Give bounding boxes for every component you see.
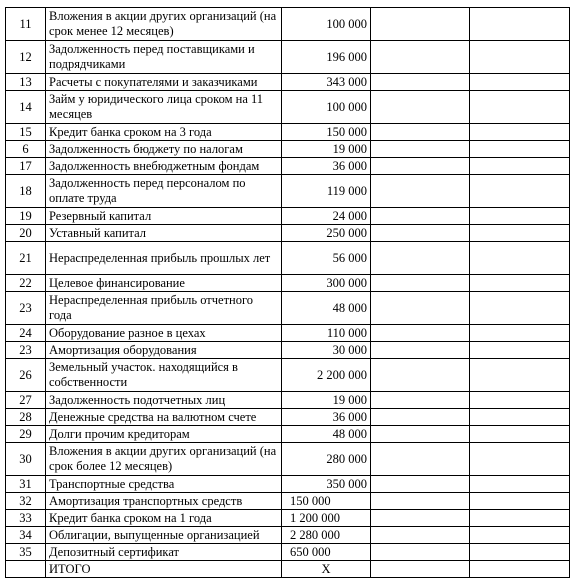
account-name-cell: Амортизация транспортных средств <box>46 493 282 510</box>
amount-cell: 250 000 <box>282 225 371 242</box>
empty-cell <box>371 124 470 141</box>
amount-cell: 150 000 <box>282 124 371 141</box>
table-row <box>6 443 570 476</box>
amount-cell: 343 000 <box>282 74 371 91</box>
empty-cell <box>470 208 570 225</box>
empty-cell <box>371 91 470 124</box>
empty-cell <box>470 544 570 561</box>
table-row <box>6 292 570 325</box>
amount-cell: 56 000 <box>282 242 371 275</box>
amount-cell: 150 000 <box>282 493 371 510</box>
empty-cell <box>371 8 470 41</box>
empty-cell <box>470 493 570 510</box>
row-number-cell: 23 <box>6 342 46 359</box>
account-name-cell: Депозитный сертификат <box>46 544 282 561</box>
amount-cell: 1 200 000 <box>282 510 371 527</box>
row-number-cell: 29 <box>6 426 46 443</box>
amount-cell: 650 000 <box>282 544 371 561</box>
amount-cell: 300 000 <box>282 275 371 292</box>
accounts-table <box>5 7 570 578</box>
amount-cell: 196 000 <box>282 41 371 74</box>
empty-cell <box>470 561 570 578</box>
row-number-cell: 31 <box>6 476 46 493</box>
empty-cell <box>470 510 570 527</box>
empty-cell <box>470 342 570 359</box>
account-name-cell: Задолженность внебюджетным фондам <box>46 158 282 175</box>
table-row <box>6 392 570 409</box>
amount-cell: Х <box>282 561 371 578</box>
table-row <box>6 225 570 242</box>
row-number-cell: 32 <box>6 493 46 510</box>
table-row <box>6 325 570 342</box>
empty-cell <box>371 325 470 342</box>
account-name-cell: Оборудование разное в цехах <box>46 325 282 342</box>
table-row <box>6 175 570 208</box>
empty-cell <box>470 476 570 493</box>
amount-cell: 36 000 <box>282 158 371 175</box>
empty-cell <box>470 242 570 275</box>
empty-cell <box>371 141 470 158</box>
total-row <box>6 561 570 578</box>
empty-cell <box>371 426 470 443</box>
amount-cell: 30 000 <box>282 342 371 359</box>
row-number-cell: 13 <box>6 74 46 91</box>
row-number-cell: 19 <box>6 208 46 225</box>
amount-cell: 110 000 <box>282 325 371 342</box>
empty-cell <box>371 292 470 325</box>
account-name-cell: Задолженность бюджету по налогам <box>46 141 282 158</box>
row-number-cell: 17 <box>6 158 46 175</box>
account-name-cell: Нераспределенная прибыль прошлых лет <box>46 242 282 275</box>
empty-cell <box>470 41 570 74</box>
account-name-cell: Кредит банка сроком на 1 года <box>46 510 282 527</box>
amount-cell: 48 000 <box>282 426 371 443</box>
row-number-cell: 14 <box>6 91 46 124</box>
empty-cell <box>371 527 470 544</box>
empty-cell <box>470 325 570 342</box>
table-row <box>6 359 570 392</box>
table-row <box>6 527 570 544</box>
table-row <box>6 544 570 561</box>
empty-cell <box>470 8 570 41</box>
empty-cell <box>470 91 570 124</box>
row-number-cell: 12 <box>6 41 46 74</box>
account-name-cell: Расчеты с покупателями и заказчиками <box>46 74 282 91</box>
empty-cell <box>371 476 470 493</box>
account-name-cell: Целевое финансирование <box>46 275 282 292</box>
account-name-cell: Задолженность перед персоналом по оплате труда <box>46 175 282 208</box>
account-name-cell: Земельный участок. находящийся в собственности <box>46 359 282 392</box>
account-name-cell: Уставный капитал <box>46 225 282 242</box>
empty-cell <box>470 124 570 141</box>
row-number-cell: 26 <box>6 359 46 392</box>
empty-cell <box>371 175 470 208</box>
account-name-cell: Задолженность подотчетных лиц <box>46 392 282 409</box>
empty-cell <box>371 409 470 426</box>
empty-cell <box>371 41 470 74</box>
amount-cell: 24 000 <box>282 208 371 225</box>
empty-cell <box>371 544 470 561</box>
account-name-cell: Облигации, выпущенные организацией <box>46 527 282 544</box>
empty-cell <box>371 443 470 476</box>
row-number-cell: 20 <box>6 225 46 242</box>
empty-cell <box>371 342 470 359</box>
account-name-cell: Денежные средства на валютном счете <box>46 409 282 426</box>
empty-cell <box>371 242 470 275</box>
empty-cell <box>470 392 570 409</box>
empty-cell <box>470 141 570 158</box>
empty-cell <box>371 561 470 578</box>
table-row <box>6 510 570 527</box>
empty-cell <box>470 527 570 544</box>
amount-cell: 350 000 <box>282 476 371 493</box>
account-name-cell: Нераспределенная прибыль отчетного года <box>46 292 282 325</box>
account-name-cell: Резервный капитал <box>46 208 282 225</box>
table-row <box>6 74 570 91</box>
account-name-cell: Займ у юридического лица сроком на 11 месяцев <box>46 91 282 124</box>
empty-cell <box>470 225 570 242</box>
empty-cell <box>371 208 470 225</box>
empty-cell <box>470 426 570 443</box>
empty-cell <box>470 443 570 476</box>
row-number-cell: 27 <box>6 392 46 409</box>
table-row <box>6 409 570 426</box>
amount-cell: 2 280 000 <box>282 527 371 544</box>
account-name-cell: Вложения в акции других организаций (на срок более 12 месяцев) <box>46 443 282 476</box>
row-number-cell: 33 <box>6 510 46 527</box>
table-row <box>6 493 570 510</box>
account-name-cell: Задолженность перед поставщиками и подрядчиками <box>46 41 282 74</box>
empty-cell <box>371 359 470 392</box>
table-row <box>6 342 570 359</box>
table-row <box>6 158 570 175</box>
amount-cell: 19 000 <box>282 392 371 409</box>
row-number-cell: 21 <box>6 242 46 275</box>
account-name-cell: ИТОГО <box>46 561 282 578</box>
row-number-cell: 34 <box>6 527 46 544</box>
table-row <box>6 426 570 443</box>
row-number-cell: 35 <box>6 544 46 561</box>
row-number-cell: 28 <box>6 409 46 426</box>
account-name-cell: Транспортные средства <box>46 476 282 493</box>
row-number-cell: 18 <box>6 175 46 208</box>
row-number-cell: 24 <box>6 325 46 342</box>
amount-cell: 100 000 <box>282 91 371 124</box>
amount-cell: 2 200 000 <box>282 359 371 392</box>
table-row <box>6 8 570 41</box>
row-number-cell: 23 <box>6 292 46 325</box>
empty-cell <box>371 275 470 292</box>
empty-cell <box>371 158 470 175</box>
table-row <box>6 141 570 158</box>
account-name-cell: Вложения в акции других организаций (на срок менее 12 месяцев) <box>46 8 282 41</box>
table-row <box>6 91 570 124</box>
accounts-table-body <box>6 8 570 578</box>
empty-cell <box>470 175 570 208</box>
row-number-cell: 11 <box>6 8 46 41</box>
empty-cell <box>470 292 570 325</box>
account-name-cell: Долги прочим кредиторам <box>46 426 282 443</box>
empty-cell <box>371 493 470 510</box>
empty-cell <box>470 275 570 292</box>
row-number-cell <box>6 561 46 578</box>
amount-cell: 119 000 <box>282 175 371 208</box>
amount-cell: 19 000 <box>282 141 371 158</box>
table-row <box>6 476 570 493</box>
table-row <box>6 208 570 225</box>
row-number-cell: 15 <box>6 124 46 141</box>
table-row <box>6 124 570 141</box>
amount-cell: 100 000 <box>282 8 371 41</box>
account-name-cell: Амортизация оборудования <box>46 342 282 359</box>
empty-cell <box>371 74 470 91</box>
empty-cell <box>470 74 570 91</box>
row-number-cell: 6 <box>6 141 46 158</box>
empty-cell <box>470 409 570 426</box>
row-number-cell: 30 <box>6 443 46 476</box>
empty-cell <box>371 225 470 242</box>
table-row <box>6 41 570 74</box>
amount-cell: 48 000 <box>282 292 371 325</box>
amount-cell: 36 000 <box>282 409 371 426</box>
empty-cell <box>470 359 570 392</box>
empty-cell <box>371 510 470 527</box>
table-row <box>6 242 570 275</box>
empty-cell <box>470 158 570 175</box>
empty-cell <box>371 392 470 409</box>
account-name-cell: Кредит банка сроком на 3 года <box>46 124 282 141</box>
row-number-cell: 22 <box>6 275 46 292</box>
table-row <box>6 275 570 292</box>
amount-cell: 280 000 <box>282 443 371 476</box>
